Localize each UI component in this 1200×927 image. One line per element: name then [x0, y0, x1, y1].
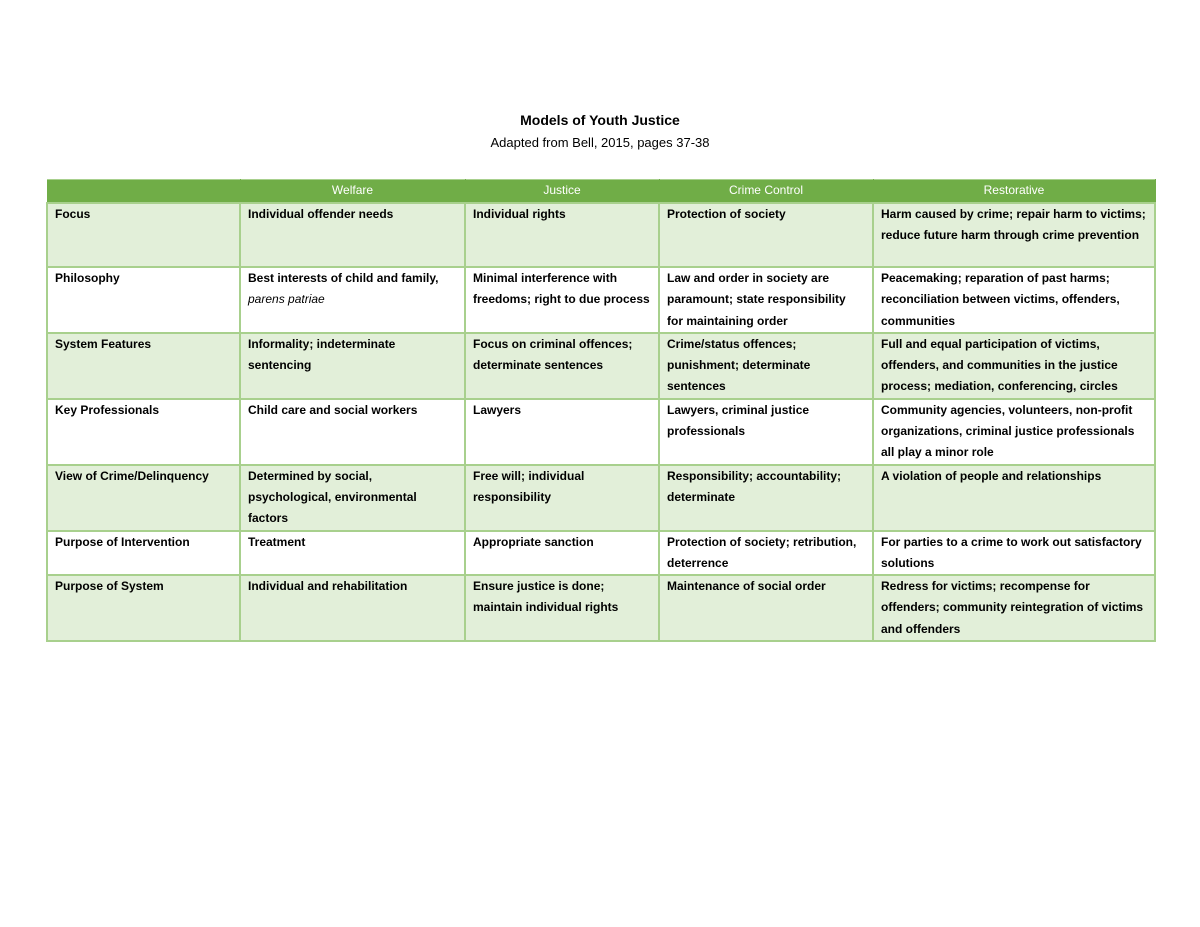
cell-welfare: Child care and social workers [240, 399, 465, 465]
cell-restorative: Full and equal participation of victims, offenders, and communities in the justice process; mediation, conferencing, circles [873, 333, 1155, 399]
cell-welfare: Treatment [240, 531, 465, 576]
title-block [0, 110, 1200, 153]
cell-welfare: Determined by social, psychological, environmental factors [240, 465, 465, 531]
cell-restorative: Redress for victims; recompense for offenders; community reintegration of victims and offenders [873, 575, 1155, 641]
cell-justice: Appropriate sanction [465, 531, 659, 576]
cell-justice: Focus on criminal offences; determinate sentences [465, 333, 659, 399]
cell-justice: Individual rights [465, 203, 659, 267]
row-label: Key Professionals [47, 399, 240, 465]
cell-restorative: For parties to a crime to work out satisfactory solutions [873, 531, 1155, 576]
cell-welfare: Individual offender needs [240, 203, 465, 267]
cell-justice: Minimal interference with freedoms; right to due process [465, 267, 659, 333]
table-row-purpose-of-system [47, 575, 1155, 641]
row-label: Purpose of System [47, 575, 240, 641]
cell-restorative: A violation of people and relationships [873, 465, 1155, 531]
cell-restorative: Community agencies, volunteers, non-profit organizations, criminal justice professionals all play a minor role [873, 399, 1155, 465]
row-label: System Features [47, 333, 240, 399]
cell-welfare-text: Best interests of child and family, [248, 271, 439, 285]
cell-welfare [240, 267, 465, 333]
cell-crime-control: Law and order in society are paramount; state responsibility for maintaining order [659, 267, 873, 333]
cell-crime-control: Lawyers, criminal justice professionals [659, 399, 873, 465]
table-row-key-professionals [47, 399, 1155, 465]
cell-crime-control: Maintenance of social order [659, 575, 873, 641]
document-subtitle: Adapted from Bell, 2015, pages 37-38 [490, 135, 710, 150]
cell-welfare-italic: parens patriae [248, 292, 325, 307]
cell-crime-control: Protection of society [659, 203, 873, 267]
row-label: Focus [47, 203, 240, 267]
row-label: View of Crime/Delinquency [47, 465, 240, 531]
header-cell-crime-control: Crime Control [659, 180, 873, 204]
cell-restorative: Harm caused by crime; repair harm to victims; reduce future harm through crime prevention [873, 203, 1155, 267]
cell-justice: Lawyers [465, 399, 659, 465]
row-label: Philosophy [47, 267, 240, 333]
cell-welfare: Informality; indeterminate sentencing [240, 333, 465, 399]
table-row-philosophy [47, 267, 1155, 333]
cell-justice: Free will; individual responsibility [465, 465, 659, 531]
header-cell-restorative: Restorative [873, 180, 1155, 204]
header-cell-empty [47, 180, 240, 204]
cell-crime-control: Protection of society; retribution, deterrence [659, 531, 873, 576]
cell-welfare: Individual and rehabilitation [240, 575, 465, 641]
cell-crime-control: Responsibility; accountability; determinate [659, 465, 873, 531]
table-header-row [47, 180, 1155, 204]
table-row-focus [47, 203, 1155, 267]
table-row-view-of-crime [47, 465, 1155, 531]
cell-restorative: Peacemaking; reparation of past harms; reconciliation between victims, offenders, communities [873, 267, 1155, 333]
header-cell-justice: Justice [465, 180, 659, 204]
header-cell-welfare: Welfare [240, 180, 465, 204]
models-table [46, 179, 1156, 642]
row-label: Purpose of Intervention [47, 531, 240, 576]
cell-justice: Ensure justice is done; maintain individual rights [465, 575, 659, 641]
table-row-system-features [47, 333, 1155, 399]
table-row-purpose-of-intervention [47, 531, 1155, 576]
document-title: Models of Youth Justice [520, 112, 680, 128]
cell-crime-control: Crime/status offences; punishment; determinate sentences [659, 333, 873, 399]
